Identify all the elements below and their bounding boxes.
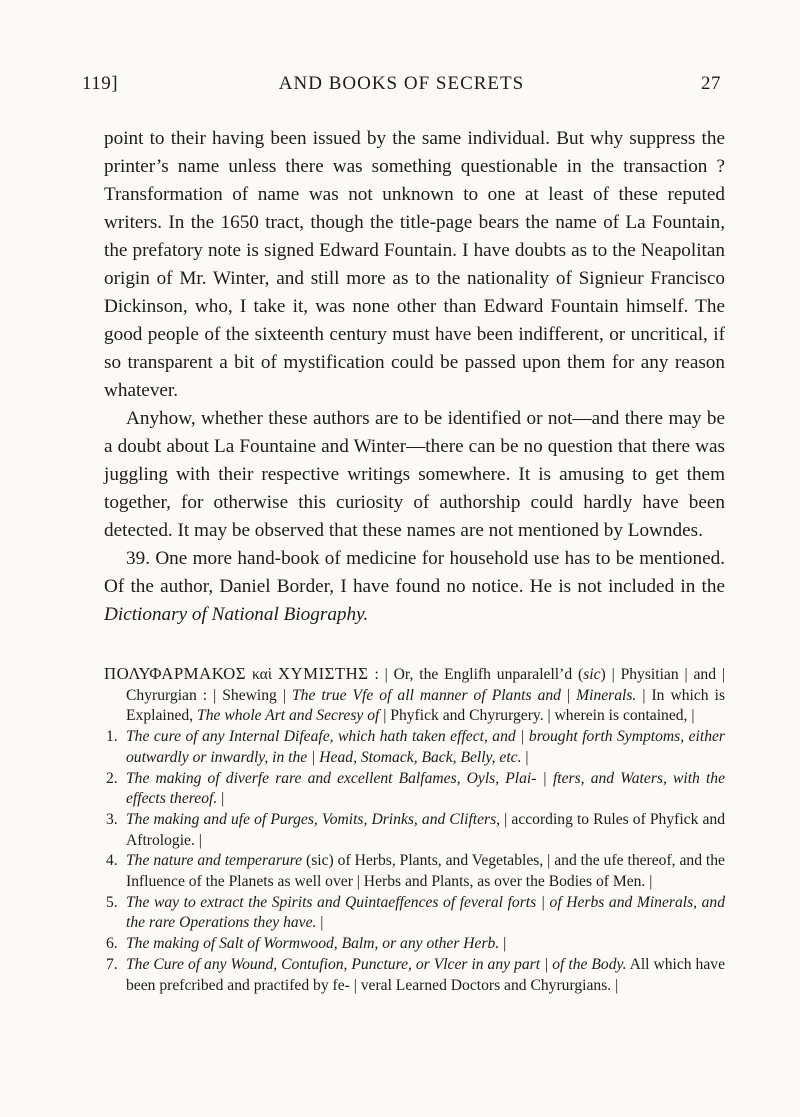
paragraph-2: Anyhow, whether these authors are to be identified or not—and there may be a doubt about La Fountaine and Winter—there can be no question that there was juggling with their respective writings somewhere. It is amusing to get them together, for otherwise this curiosity of authorship could hardly have been detected. It may be observed that these names are not mentioned by Lowndes. <box>104 408 725 541</box>
list-item <box>104 769 725 810</box>
paragraph-1: point to their having been issued by the same individual. But why suppress the printer’s name unless there was something questionable in the transaction ? Transformation of name was not unknown to one at least of these reputed writers. In the 1650 tract, though the title-page bears the name of La Fountain, the prefatory note is signed Edward Fountain. I have doubts as to the Neapolitan origin of Mr. Winter, and still more as to the nationality of Signieur Francisco Dickinson, who, I take it, was none other than Edward Fountain himself. The good people of the sixteenth century must have been indifferent, or uncritical, if so transparent a bit of mystification could be passed upon them for any reason whatever. <box>104 128 725 401</box>
title-italic-2: Minerals. <box>576 686 637 704</box>
bibliographic-entry <box>104 664 725 996</box>
title-text-5: | Phyfick and Chyrurgery. | wherein is contained, | <box>379 707 695 725</box>
title-text-1: : | Or, the Englifh unparalell’d ( <box>368 666 584 683</box>
greek-kai: καὶ <box>251 666 273 683</box>
greek-title-2: ΧΥΜΙΣΤΗΣ <box>277 664 369 683</box>
paragraph-39-lead: 39. One more hand-book of medicine for household use has to be mentioned. Of the author, Daniel Border, I have found no notice. He is not included in the <box>104 548 725 597</box>
list-item-italic: The making of Salt of Wormwood, Balm, or any other Herb. <box>126 935 500 953</box>
list-item <box>104 934 725 955</box>
main-text <box>104 125 725 629</box>
title-italic-3: The whole Art and Secresy of <box>197 707 380 725</box>
list-item-number: 2. <box>106 769 118 787</box>
list-item-italic: The way to extract the Spirits and Quintaeffences of feveral forts | of Herbs and Minerals, and the rare Operations they have. <box>126 893 725 932</box>
list-item-italic: The making of diverfe rare and excellent Balfames, Oyls, Plai- | fters, and Waters, with the effects thereof. <box>126 769 725 808</box>
title-italic-1: The true Vfe of all manner of Plants and <box>291 686 561 704</box>
list-item <box>104 851 725 892</box>
list-item-italic: The Cure of any Wound, Contufion, Puncture, or Vlcer in any part | of the Body. <box>126 955 627 973</box>
list-item-italic: The nature and temperarure <box>126 852 303 870</box>
list-item-rest: All which have been prefcribed and practifed by fe- | veral Learned Doctors and Chyrurgians. | <box>126 955 725 994</box>
list-item-rest: | <box>217 790 225 808</box>
list-item-rest: | <box>499 935 507 953</box>
list-item <box>104 810 725 851</box>
list-item-number: 5. <box>106 893 118 911</box>
list-item-number: 4. <box>106 852 118 870</box>
running-header <box>82 73 721 101</box>
contents-list <box>104 727 725 996</box>
list-item-rest: (sic) of Herbs, Plants, and Vegetables, | and the ufe thereof, and the Influence of the Planets as well over | Herbs and Plants, as over the Bodies of Men. | <box>126 852 725 891</box>
list-item-number: 6. <box>106 935 118 953</box>
list-item-italic: The cure of any Internal Difeafe, which hath taken effect, and | brought forth Symptoms, either outwardly or inwardly, in the | Head, Stomack, Back, Belly, etc. <box>126 728 725 766</box>
page-bracket-number: 119] <box>82 73 119 94</box>
list-item-number: 7. <box>106 955 118 973</box>
list-item-number: 3. <box>106 810 118 828</box>
greek-title-1: ΠΟΛΥΦΑΡΜΑΚΟΣ <box>104 664 247 683</box>
list-item-number: 1. <box>106 728 118 746</box>
title-entry <box>104 664 725 727</box>
page-number: 27 <box>701 73 721 94</box>
list-item <box>104 893 725 934</box>
running-title: AND BOOKS OF SECRETS <box>278 73 525 94</box>
list-item-rest: | <box>521 748 529 766</box>
list-item <box>104 955 725 996</box>
title-text-4: | In which is Explained, <box>126 686 726 725</box>
title-text-3: | <box>560 686 577 704</box>
list-item-rest: | <box>316 914 324 932</box>
list-item-rest: | according to Rules of Phyfick and Aftrologie. | <box>126 810 725 849</box>
dnb-title: Dictionary of National Biography. <box>104 604 369 625</box>
sic-note: sic <box>583 666 601 683</box>
list-item-italic: The making and ufe of Purges, Vomits, Drinks, and Clifters, <box>126 810 501 828</box>
list-item <box>104 727 725 768</box>
paragraph-39 <box>104 545 725 629</box>
title-text-2: ) | Physitian | and | Chyrurgian : | Shewing | <box>126 666 725 704</box>
